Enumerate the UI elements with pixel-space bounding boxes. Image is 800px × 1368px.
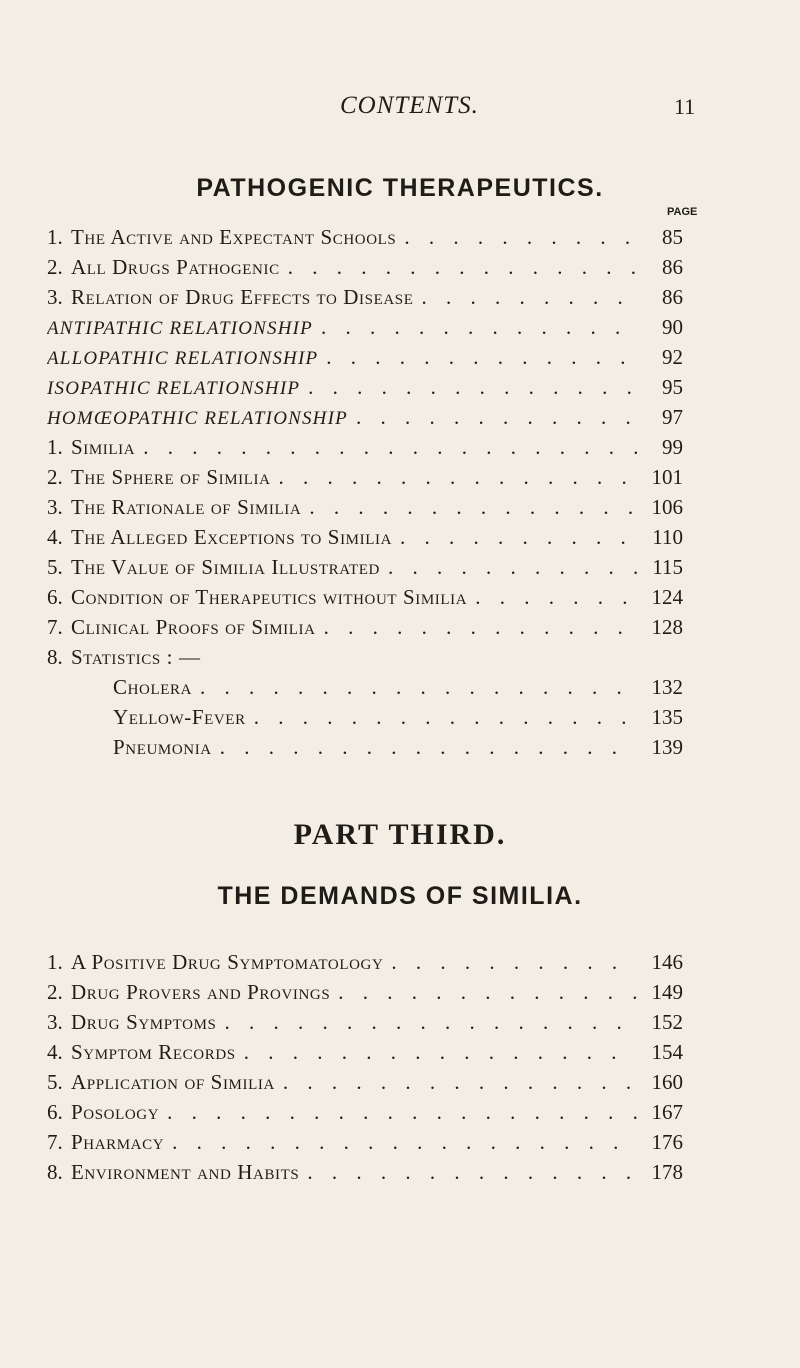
toc-entry xyxy=(47,525,683,555)
toc-entry xyxy=(47,255,683,285)
entry-title: The Alleged Exceptions to Similia xyxy=(71,525,393,549)
page-number: 11 xyxy=(674,94,696,119)
entry-number: 2. xyxy=(47,465,63,489)
dot-leader xyxy=(400,525,637,550)
entry-title: All Drugs Pathogenic xyxy=(71,255,280,279)
entry-number: 3. xyxy=(47,1010,63,1034)
entry-title: Drug Symptoms xyxy=(71,1010,217,1034)
entry-title: Pharmacy xyxy=(71,1130,165,1154)
toc-entry xyxy=(47,585,683,615)
entry-title: Statistics : — xyxy=(71,645,201,669)
dot-leader xyxy=(220,735,637,760)
toc-entry xyxy=(47,675,683,705)
section-heading: PATHOGENIC THERAPEUTICS. xyxy=(196,174,604,202)
entry-title: Relation of Drug Effects to Disease xyxy=(71,285,414,309)
entry-title: Similia xyxy=(71,435,136,459)
entry-page: 176 xyxy=(651,1130,683,1154)
entry-title: Posology xyxy=(71,1100,160,1124)
dot-leader xyxy=(475,585,637,610)
entry-number: 7. xyxy=(47,615,63,639)
dot-leader xyxy=(172,1130,637,1155)
entry-number: 4. xyxy=(47,1040,63,1064)
entry-title: ISOPATHIC RELATIONSHIP xyxy=(47,378,301,399)
toc-entry xyxy=(47,405,683,435)
entry-number: 6. xyxy=(47,1100,63,1124)
entry-number: 3. xyxy=(47,285,63,309)
entry-page: 85 xyxy=(662,225,683,249)
entry-page: 124 xyxy=(651,585,683,609)
toc-entry xyxy=(47,375,683,405)
dot-leader xyxy=(404,225,637,250)
dot-leader xyxy=(324,615,637,640)
toc-entry xyxy=(47,1100,683,1130)
toc-list xyxy=(47,225,683,765)
dot-leader xyxy=(244,1040,637,1065)
toc-entry xyxy=(47,735,683,765)
entry-number: 1. xyxy=(47,435,63,459)
entry-number: 7. xyxy=(47,1130,63,1154)
entry-title: ANTIPATHIC RELATIONSHIP xyxy=(47,318,313,339)
toc-entry xyxy=(47,315,683,345)
entry-title: Condition of Therapeutics without Similia xyxy=(71,585,468,609)
toc-entry xyxy=(47,1070,683,1100)
toc-entry xyxy=(47,555,683,585)
entry-page: 146 xyxy=(651,950,683,974)
toc-entry xyxy=(47,345,683,375)
entry-number: 8. xyxy=(47,1160,63,1184)
entry-title: Clinical Proofs of Similia xyxy=(71,615,316,639)
page-column-label: PAGE xyxy=(667,206,698,218)
entry-number: 3. xyxy=(47,495,63,519)
toc-entry xyxy=(47,705,683,735)
entry-page: 149 xyxy=(651,980,683,1004)
entry-page: 86 xyxy=(662,255,683,279)
dot-leader xyxy=(283,1070,637,1095)
entry-number: 6. xyxy=(47,585,63,609)
dot-leader xyxy=(224,1010,637,1035)
toc-entry xyxy=(47,465,683,495)
toc-entry xyxy=(47,285,683,315)
toc-entry xyxy=(47,1010,683,1040)
entry-page: 86 xyxy=(662,285,683,309)
entry-title: The Sphere of Similia xyxy=(71,465,271,489)
toc-entry xyxy=(47,1130,683,1160)
entry-number: 2. xyxy=(47,255,63,279)
entry-title: Pneumonia xyxy=(113,735,212,759)
entry-page: 115 xyxy=(652,555,683,579)
toc-entry xyxy=(47,225,683,255)
entry-page: 99 xyxy=(662,435,683,459)
entry-number: 5. xyxy=(47,555,63,579)
entry-page: 154 xyxy=(651,1040,683,1064)
entry-title: Symptom Records xyxy=(71,1040,236,1064)
entry-title: The Active and Expectant Schools xyxy=(71,225,397,249)
dot-leader xyxy=(308,375,637,400)
dot-leader xyxy=(391,950,637,975)
toc-entry xyxy=(47,435,683,465)
entry-page: 95 xyxy=(662,375,683,399)
dot-leader xyxy=(356,405,637,430)
toc-entry xyxy=(47,495,683,525)
entry-title: The Rationale of Similia xyxy=(71,495,302,519)
entry-page: 167 xyxy=(651,1100,683,1124)
dot-leader xyxy=(143,435,637,460)
entry-number: 8. xyxy=(47,645,63,669)
dot-leader xyxy=(307,1160,637,1185)
entry-page: 135 xyxy=(651,705,683,729)
dot-leader xyxy=(288,255,637,280)
entry-page: 90 xyxy=(662,315,683,339)
dot-leader xyxy=(388,555,637,580)
dot-leader xyxy=(338,980,637,1005)
section-heading: THE DEMANDS OF SIMILIA. xyxy=(217,882,583,910)
toc-list xyxy=(47,950,683,1190)
entry-page: 128 xyxy=(651,615,683,639)
entry-title: Cholera xyxy=(113,675,193,699)
entry-title: HOMŒOPATHIC RELATIONSHIP xyxy=(47,408,348,429)
entry-title: Drug Provers and Provings xyxy=(71,980,331,1004)
entry-number: 2. xyxy=(47,980,63,1004)
entry-title: A Positive Drug Symptomatology xyxy=(71,950,384,974)
running-head-title: CONTENTS. xyxy=(340,92,479,119)
entry-page: 110 xyxy=(652,525,683,549)
entry-page: 97 xyxy=(662,405,683,429)
entry-number: 4. xyxy=(47,525,63,549)
dot-leader xyxy=(309,495,637,520)
toc-entry xyxy=(47,980,683,1010)
entry-page: 106 xyxy=(651,495,683,519)
part-heading: PART THIRD. xyxy=(293,818,507,851)
entry-number: 1. xyxy=(47,950,63,974)
entry-page: 132 xyxy=(651,675,683,699)
dot-leader xyxy=(254,705,637,730)
running-head xyxy=(0,92,800,132)
dot-leader xyxy=(200,675,637,700)
entry-page: 152 xyxy=(651,1010,683,1034)
entry-title: Environment and Habits xyxy=(71,1160,300,1184)
toc-entry xyxy=(47,1160,683,1190)
toc-entry xyxy=(47,615,683,645)
dot-leader xyxy=(326,345,637,370)
entry-title: The Value of Similia Illustrated xyxy=(71,555,380,579)
entry-title: Application of Similia xyxy=(71,1070,275,1094)
dot-leader xyxy=(279,465,637,490)
entry-title: ALLOPATHIC RELATIONSHIP xyxy=(47,348,319,369)
entry-title: Yellow-Fever xyxy=(113,705,246,729)
toc-entry xyxy=(47,950,683,980)
dot-leader xyxy=(167,1100,637,1125)
entry-page: 139 xyxy=(651,735,683,759)
entry-number: 1. xyxy=(47,225,63,249)
entry-page: 92 xyxy=(662,345,683,369)
toc-entry xyxy=(47,1040,683,1070)
dot-leader xyxy=(422,285,638,310)
entry-number: 5. xyxy=(47,1070,63,1094)
toc-entry xyxy=(47,645,683,675)
entry-page: 178 xyxy=(651,1160,683,1184)
entry-page: 160 xyxy=(651,1070,683,1094)
dot-leader xyxy=(321,315,637,340)
entry-page: 101 xyxy=(651,465,683,489)
